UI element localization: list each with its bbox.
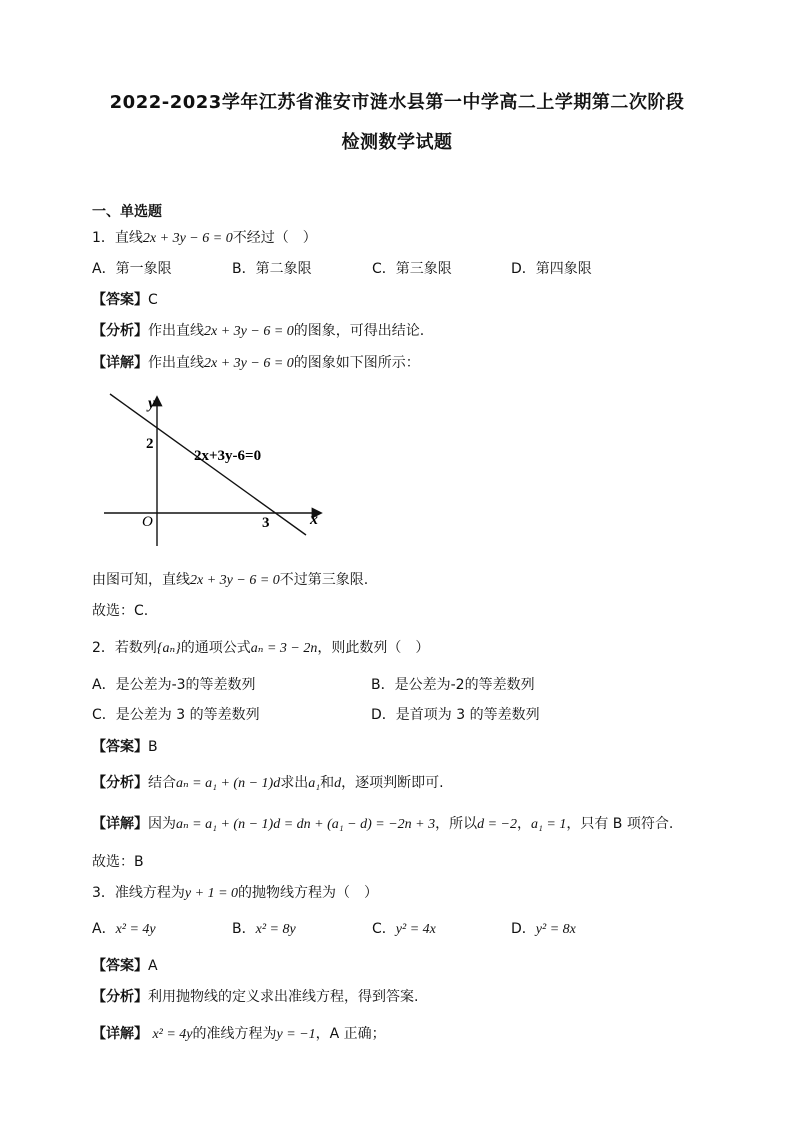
- q1-conclusion-pre: 由图可知，直线: [92, 572, 190, 588]
- q2-option-a: A．是公差为-3的等差数列: [92, 677, 256, 693]
- q1-choose: 故选：C.: [92, 603, 149, 619]
- q3-option-c-label: C．: [372, 921, 396, 937]
- q2-detail-formula: aₙ = a₁ + (n − 1)d = dn + (a₁ − d) = −2n + 3: [176, 817, 436, 832]
- q1-option-a: A．第一象限: [92, 261, 172, 277]
- q1-answer: [92, 290, 158, 310]
- doc-title-line1: 2022-2023学年江苏省淮安市涟水县第一中学高二上学期第二次阶段: [109, 92, 685, 113]
- q2-analysis-mid: 求出: [280, 775, 309, 791]
- q3-answer-tag: 【答案】: [92, 958, 148, 974]
- q2-stem-mid: 的通项公式: [180, 640, 251, 656]
- q3-detail-post: ，A 正确；: [315, 1026, 386, 1042]
- q1-conclusion-eq: 2x + 3y − 6 = 0: [190, 573, 280, 588]
- q3-option-d: [511, 919, 576, 940]
- q3-answer-value: A: [148, 958, 158, 974]
- q3-detail-formula: x² = 4y: [152, 1027, 193, 1042]
- doc-title-line2: 检测数学试题: [341, 132, 453, 153]
- q1-line-graph: [96, 390, 336, 550]
- q3-analysis-tag: 【分析】: [92, 989, 148, 1005]
- q2-stem-suffix: ，则此数列（ ）: [317, 640, 430, 656]
- q1-analysis: [92, 321, 424, 342]
- q2-analysis-a1: a₁: [308, 776, 321, 791]
- q1-analysis-tag: 【分析】: [92, 323, 148, 339]
- q1-stem-prefix: 1．直线: [92, 230, 143, 246]
- q3-detail-mid: 的准线方程为: [192, 1026, 277, 1042]
- q3-stem: [92, 883, 378, 904]
- q3-option-a: [92, 919, 156, 940]
- q3-detail: [92, 1024, 386, 1045]
- q3-analysis: [92, 987, 418, 1007]
- q2-answer-value: B: [148, 739, 158, 755]
- q2-analysis-formula: aₙ = a₁ + (n − 1)d: [176, 776, 281, 791]
- q3-option-b-value: x² = 8y: [255, 922, 296, 937]
- q1-analysis-eq: 2x + 3y − 6 = 0: [204, 324, 294, 339]
- q3-option-b-label: B．: [232, 921, 256, 937]
- q3-detail-dir: y = −1: [276, 1027, 316, 1042]
- line-equation-label: 2x+3y-6=0: [194, 448, 262, 464]
- q2-option-d: D．是首项为 3 的等差数列: [371, 707, 540, 723]
- q1-detail-post: 的图象如下图所示：: [293, 355, 420, 371]
- q2-analysis-post: ，逐项判断即可.: [341, 775, 444, 791]
- q1-stem: [92, 228, 317, 249]
- q2-detail: [92, 814, 673, 835]
- q3-equation: y + 1 = 0: [184, 886, 239, 901]
- q1-detail: [92, 353, 420, 374]
- q3-option-c: [372, 919, 436, 940]
- q1-option-c: C．第三象限: [372, 261, 452, 277]
- q2-detail-tag: 【详解】: [92, 816, 148, 832]
- q2-detail-sep: ，: [517, 816, 531, 832]
- origin-label: O: [142, 514, 153, 530]
- q1-conclusion: [92, 570, 368, 591]
- q3-stem-prefix: 3．准线方程为: [92, 885, 185, 901]
- q2-detail-d: d = −2: [477, 817, 517, 832]
- q1-option-b: B．第二象限: [232, 261, 312, 277]
- q3-analysis-text: 利用抛物线的定义求出准线方程，得到答案.: [148, 989, 419, 1005]
- q1-stem-suffix: 不经过（ ）: [232, 230, 317, 246]
- q2-detail-mid: ，所以: [435, 816, 478, 832]
- y-intercept-label: 2: [146, 436, 154, 452]
- x-intercept-label: 3: [262, 515, 270, 531]
- q2-formula: aₙ = 3 − 2n: [250, 641, 318, 656]
- q2-analysis-and: 和: [320, 775, 335, 791]
- q2-option-b: B．是公差为-2的等差数列: [371, 677, 535, 693]
- q2-detail-pre: 因为: [148, 816, 176, 832]
- q3-option-a-label: A．: [92, 921, 116, 937]
- q3-answer: [92, 956, 158, 976]
- q3-option-d-value: y² = 8x: [535, 922, 576, 937]
- q1-option-d: D．第四象限: [511, 261, 592, 277]
- x-axis-label: x: [310, 511, 318, 528]
- q1-detail-pre: 作出直线: [148, 355, 204, 371]
- q2-detail-a1: a₁ = 1: [531, 817, 567, 832]
- q1-equation: 2x + 3y − 6 = 0: [142, 231, 233, 246]
- q1-conclusion-post: 不过第三象限.: [279, 572, 369, 588]
- q1-analysis-post: 的图象，可得出结论.: [293, 323, 425, 339]
- q1-detail-eq: 2x + 3y − 6 = 0: [204, 356, 294, 371]
- q3-stem-suffix: 的抛物线方程为（ ）: [238, 885, 379, 901]
- q2-analysis-d: d: [334, 776, 342, 791]
- q3-option-a-value: x² = 4y: [115, 922, 156, 937]
- q1-answer-value: C: [148, 292, 158, 308]
- q1-analysis-pre: 作出直线: [148, 323, 204, 339]
- q1-detail-tag: 【详解】: [92, 355, 148, 371]
- section-heading: 一、单选题: [92, 204, 162, 220]
- q3-detail-tag: 【详解】: [92, 1026, 148, 1042]
- q2-option-c: C．是公差为 3 的等差数列: [92, 707, 260, 723]
- q3-option-b: [232, 919, 296, 940]
- q2-answer: [92, 737, 158, 757]
- q2-detail-post: ，只有 B 项符合.: [566, 816, 674, 832]
- q3-option-d-label: D．: [511, 921, 536, 937]
- q2-analysis-tag: 【分析】: [92, 775, 148, 791]
- q2-answer-tag: 【答案】: [92, 739, 148, 755]
- y-axis-label: y: [148, 395, 156, 412]
- q1-answer-tag: 【答案】: [92, 292, 148, 308]
- q2-seq: {aₙ}: [156, 641, 181, 656]
- q3-option-c-value: y² = 4x: [395, 922, 436, 937]
- q2-stem-prefix: 2．若数列: [92, 640, 157, 656]
- function-line: [110, 394, 306, 535]
- q2-analysis: [92, 773, 444, 794]
- q2-choose: 故选：B: [92, 854, 144, 870]
- q2-analysis-pre: 结合: [148, 775, 176, 791]
- q2-stem: [92, 638, 429, 659]
